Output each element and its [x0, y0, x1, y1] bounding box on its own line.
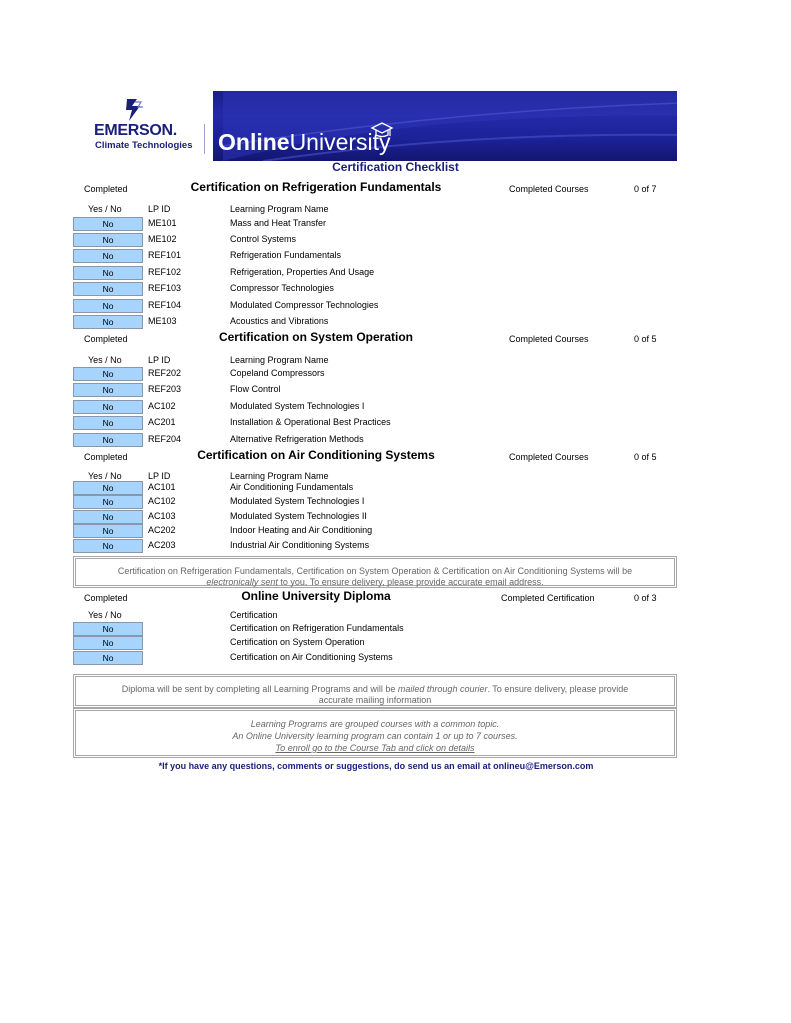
footer-contact[interactable]: *If you have any questions, comments or suggestions, do send us an email at onlineu@Emerson.com: [158, 761, 594, 771]
yes-no-select[interactable]: No: [73, 539, 143, 553]
lp-name: Air Conditioning Fundamentals: [230, 482, 354, 492]
lp-id: AC101: [148, 482, 176, 492]
info-note-line1: Learning Programs are grouped courses with a common topic.: [250, 719, 500, 729]
lp-id: REF103: [148, 283, 182, 293]
yes-no-select[interactable]: No: [73, 400, 143, 414]
completed-label: Completed: [84, 184, 128, 194]
col-header-certification: Certification: [230, 610, 278, 620]
lp-name: Installation & Operational Best Practices: [230, 417, 391, 427]
completed-courses-label: Completed Courses: [509, 334, 589, 344]
col-header-lp-id: LP ID: [148, 204, 171, 214]
info-note-line3[interactable]: To enroll go to the Course Tab and click on details: [275, 743, 475, 753]
certification-name: Certification on System Operation: [230, 637, 365, 647]
diploma-count: 0 of 3: [634, 593, 657, 603]
yes-no-select[interactable]: No: [73, 282, 143, 296]
brand-subtitle: Climate Technologies: [95, 140, 193, 151]
certification-name: Certification on Refrigeration Fundamentals: [230, 623, 404, 633]
lp-id: REF203: [148, 384, 182, 394]
lp-name: Industrial Air Conditioning Systems: [230, 540, 370, 550]
yes-no-select[interactable]: No: [73, 651, 143, 665]
lp-name: Copeland Compressors: [230, 368, 325, 378]
email-note-line2: [76, 577, 674, 588]
lp-id: REF101: [148, 250, 182, 260]
lp-name: Refrigeration, Properties And Usage: [230, 267, 375, 277]
lp-name: Alternative Refrigeration Methods: [230, 434, 364, 444]
completed-count: 0 of 5: [634, 334, 657, 344]
yes-no-select[interactable]: No: [73, 524, 143, 538]
logo-divider: [204, 124, 205, 154]
yes-no-select[interactable]: No: [73, 510, 143, 524]
yes-no-select[interactable]: No: [73, 266, 143, 280]
completed-count: 0 of 5: [634, 452, 657, 462]
col-header-yes-no: Yes / No: [88, 610, 122, 620]
lp-name: Modulated System Technologies I: [230, 401, 365, 411]
lp-name: Refrigeration Fundamentals: [230, 250, 342, 260]
product-name-light: University: [289, 129, 391, 155]
lp-id: AC103: [148, 511, 176, 521]
product-name-bold: Online: [218, 129, 290, 155]
yes-no-select[interactable]: No: [73, 383, 143, 397]
section-title: Certification on Air Conditioning Systems: [197, 448, 435, 462]
lp-id: REF104: [148, 300, 182, 310]
lp-name: Control Systems: [230, 234, 297, 244]
diploma-title: Online University Diploma: [241, 589, 391, 603]
lp-name: Flow Control: [230, 384, 281, 394]
yes-no-select[interactable]: No: [73, 249, 143, 263]
info-note-line2: An Online University learning program can contain 1 or up to 7 courses.: [232, 731, 518, 741]
mail-note-a: Diploma will be sent by completing all Learning Programs and will be: [121, 684, 398, 694]
section-title: Certification on Refrigeration Fundamentals: [190, 180, 442, 194]
col-header-lp-name: Learning Program Name: [230, 471, 329, 481]
yes-no-select[interactable]: No: [73, 433, 143, 447]
lp-id: ME102: [148, 234, 177, 244]
mail-note-line2: accurate mailing information: [318, 695, 432, 705]
col-header-lp-name: Learning Program Name: [230, 204, 329, 214]
yes-no-select[interactable]: No: [73, 636, 143, 650]
lp-id: REF204: [148, 434, 182, 444]
emerson-logo-icon: [123, 97, 145, 123]
lp-id: REF102: [148, 267, 182, 277]
completed-label: Completed: [84, 452, 128, 462]
lp-id: ME101: [148, 218, 177, 228]
lp-id: AC102: [148, 401, 176, 411]
section-title: Certification on System Operation: [218, 330, 414, 344]
lp-name: Mass and Heat Transfer: [230, 218, 327, 228]
completed-certification-label: Completed Certification: [501, 593, 595, 603]
lp-id: AC202: [148, 525, 176, 535]
yes-no-select[interactable]: No: [73, 416, 143, 430]
email-note: [73, 556, 677, 588]
yes-no-select[interactable]: No: [73, 233, 143, 247]
col-header-yes-no: Yes / No: [88, 204, 122, 214]
yes-no-select[interactable]: No: [73, 217, 143, 231]
lp-id: AC102: [148, 496, 176, 506]
lp-name: Modulated Compressor Technologies: [230, 300, 379, 310]
mail-note: [73, 674, 677, 708]
completed-count: 0 of 7: [634, 184, 657, 194]
lp-id: REF202: [148, 368, 182, 378]
lp-id: AC201: [148, 417, 176, 427]
lp-name: Compressor Technologies: [230, 283, 334, 293]
email-note-rest: to you. To ensure delivery, please provide accurate email address.: [277, 577, 544, 587]
brand-name: EMERSON.: [94, 122, 177, 139]
yes-no-select[interactable]: No: [73, 481, 143, 495]
page-title: Certification Checklist: [332, 160, 459, 174]
completed-label: Completed: [84, 593, 128, 603]
lp-name: Acoustics and Vibrations: [230, 316, 329, 326]
completed-courses-label: Completed Courses: [509, 184, 589, 194]
col-header-yes-no: Yes / No: [88, 471, 122, 481]
lp-id: AC203: [148, 540, 176, 550]
col-header-lp-id: LP ID: [148, 471, 171, 481]
mail-note-c: . To ensure delivery, please provide: [487, 684, 629, 694]
header-banner: [73, 91, 677, 161]
certification-name: Certification on Air Conditioning Systems: [230, 652, 393, 662]
yes-no-select[interactable]: No: [73, 299, 143, 313]
lp-name: Indoor Heating and Air Conditioning: [230, 525, 373, 535]
mail-note-line1: [76, 684, 674, 695]
yes-no-select[interactable]: No: [73, 367, 143, 381]
mail-note-italic: mailed through courier: [397, 684, 488, 694]
yes-no-select[interactable]: No: [73, 315, 143, 329]
graduation-cap-icon: [370, 121, 394, 141]
completed-courses-label: Completed Courses: [509, 452, 589, 462]
col-header-yes-no: Yes / No: [88, 355, 122, 365]
completed-label: Completed: [84, 334, 128, 344]
yes-no-select[interactable]: No: [73, 622, 143, 636]
lp-name: Modulated System Technologies I: [230, 496, 365, 506]
info-note: [73, 708, 677, 758]
lp-id: ME103: [148, 316, 177, 326]
col-header-lp-name: Learning Program Name: [230, 355, 329, 365]
lp-name: Modulated System Technologies II: [230, 511, 367, 521]
email-note-italic: electronically sent: [206, 577, 278, 587]
email-note-line1: Certification on Refrigeration Fundamentals, Certification on System Operation & Certification on Air Conditioning Systems will be: [117, 566, 633, 576]
product-name: [218, 129, 391, 156]
col-header-lp-id: LP ID: [148, 355, 171, 365]
yes-no-select[interactable]: No: [73, 495, 143, 509]
